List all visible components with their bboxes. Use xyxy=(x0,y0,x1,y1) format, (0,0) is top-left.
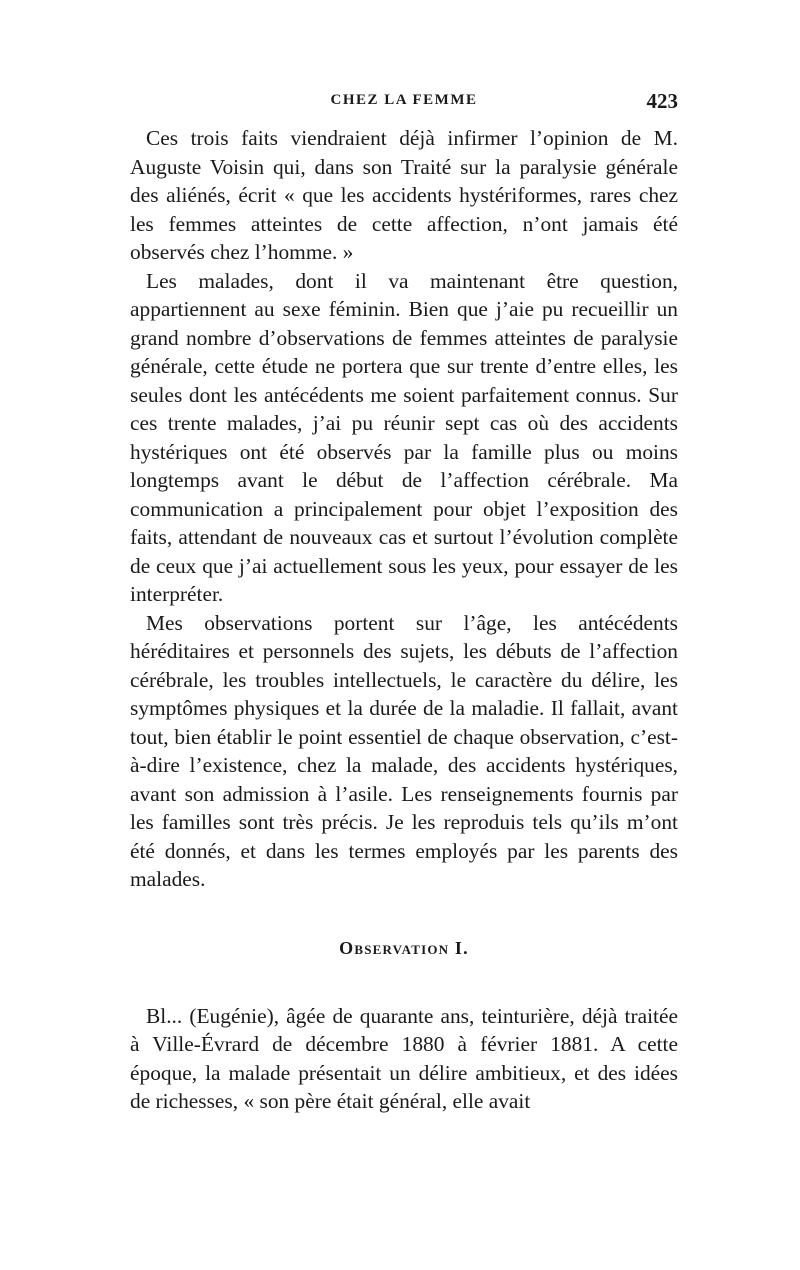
paragraph-3: Mes observations portent sur l’âge, les antécédents héréditaires et personnels des sujets, les débuts de l’affection cérébrale, les troubles intellectuels, le caractère du délire, les symptômes physiques et la durée de la maladie. Il fallait, avant tout, bien établir le point essentiel de chaque observation, c’est-à-dire l’existence, chez la malade, des accidents hystériques, avant son admission à l’asile. Les renseignements fournis par les familles sont très précis. Je les reproduis tels qu’ils m’ont été donnés, et dans les termes employés par les parents des malades. xyxy=(130,610,678,891)
running-title: CHEZ LA FEMME xyxy=(330,92,478,108)
body-text xyxy=(130,124,678,1116)
section-heading-text: Observation I. xyxy=(339,937,469,958)
paragraph-2: Les malades, dont il va maintenant être question, appartiennent au sexe féminin. Bien que j’aie pu recueillir un grand nombre d’observations de femmes atteintes de paralysie générale, cette étude ne portera que sur trente d’entre elles, les seules dont les antécédents me soient parfaitement connus. Sur ces trente malades, j’ai pu réunir sept cas où des accidents hystériques ont été observés par la famille plus ou moins longtemps avant le début de l’affection cérébrale. Ma communication a principalement pour objet l’exposition des faits, attendant de nouveaux cas et surtout l’évolution complète de ceux que j’ai actuellement sous les yeux, pour essayer de les interpréter. xyxy=(130,268,678,606)
paragraph-1: Ces trois faits viendraient déjà infirmer l’opinion de M. Auguste Voisin qui, dans son Traité sur la paralysie générale des aliénés, écrit « que les accidents hystériformes, rares chez les femmes atteintes de cette affection, n’ont jamais été observés chez l’homme. » xyxy=(130,126,678,264)
running-head xyxy=(130,89,678,122)
observation-paragraph: Bl... (Eugénie), âgée de quarante ans, teinturière, déjà traitée à Ville-Évrard de décembre 1880 à février 1881. A cette époque, la malade présentait un délire ambitieux, et des idées de richesses, « son père était général, elle avait xyxy=(130,1003,678,1113)
section-heading xyxy=(130,894,678,1002)
page-number: 423 xyxy=(646,89,678,113)
